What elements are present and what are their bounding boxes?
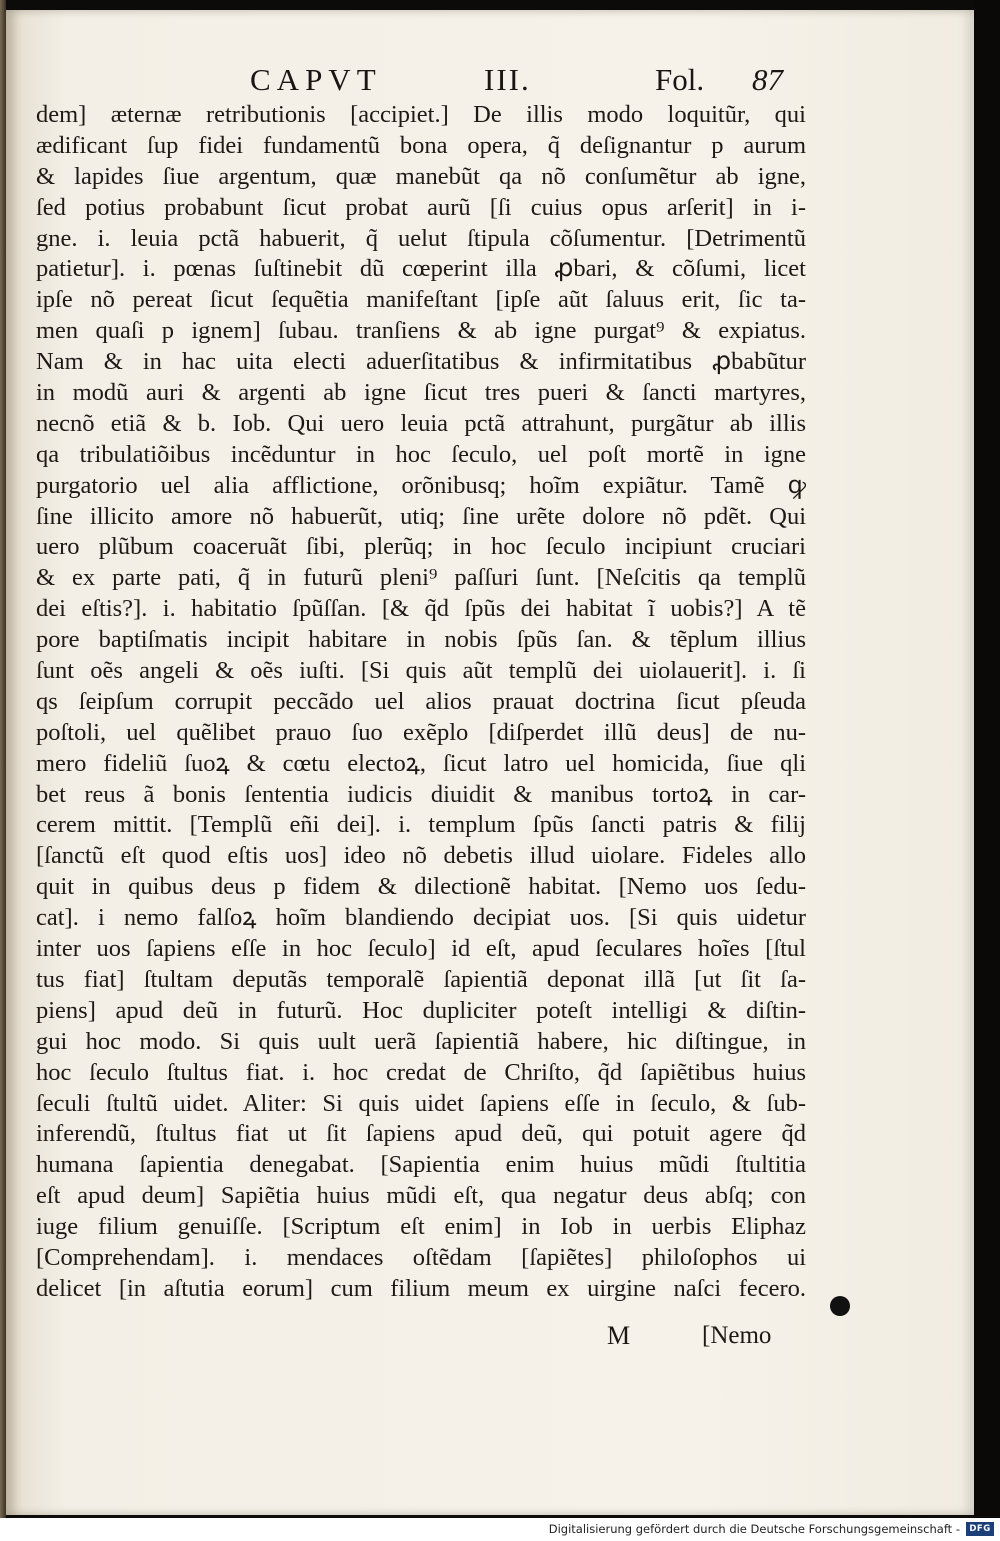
funding-note: Digitalisierung gefördert durch die Deutsche Forschungsgemeinschaft -	[548, 1522, 960, 1536]
text-line: tus fiat] ſtultam deputãs temporalẽ ſapientiã deponat illã [ut ſit ſa-	[36, 965, 806, 993]
running-head-folio-label: Fol.	[655, 62, 705, 97]
text-line: & ex parte pati, q̃ in futurũ pleni⁹ paſſuri ſunt. [Neſcitis qa templũ	[36, 564, 806, 592]
text-line: ſine illicito amore nõ habuerũt, utiq; ſine urẽte dolore nõ pdẽt. Qui	[36, 502, 806, 530]
text-line: inferendũ, ſtultus fiat ut ſit ſapiens apud deũ, qui potuit agere q̃d	[36, 1120, 806, 1148]
running-head	[0, 62, 1000, 102]
text-line: bet reus ã bonis ſententia iudicis diuidit & manibus tortoꝝ in car-	[36, 780, 806, 808]
text-line: quit in quibus deus p fidem & dilectionẽ habitat. [Nemo uos ſedu-	[36, 873, 806, 901]
text-line: purgatorio uel alia afflictione, orõnibusq; hoĩm expiãtur. Tamẽ ꝙ	[36, 471, 806, 499]
text-line: & lapides ſiue argentum, quæ manebũt qa nõ conſumẽtur ab igne,	[36, 162, 806, 190]
text-line: humana ſapientia denegabat. [Sapientia enim huius mũdi ſtultitia	[36, 1151, 806, 1179]
digitization-footer	[0, 1518, 1000, 1541]
text-line: ſunt oẽs angeli & oẽs iuſti. [Si quis aũt templũ dei uiolauerit]. i. ſi	[36, 657, 806, 685]
running-head-caput: CAPVT	[250, 62, 382, 97]
text-line: ipſe nõ pereat ſicut ſequẽtia manifeſtant [ipſe aũt ſaluus erit, ſic ta-	[36, 286, 806, 314]
text-line: iuge filium genuiſſe. [Scriptum eſt enim] in Iob in uerbis Eliphaz	[36, 1213, 806, 1241]
text-line: [Comprehendam]. i. mendaces oſtẽdam [ſapiẽtes] philoſophos ui	[36, 1243, 806, 1271]
text-line: qa tribulatiõibus incẽduntur in hoc ſeculo, uel poſt mortẽ in igne	[36, 440, 806, 468]
text-line: pore baptiſmatis incipit habitare in nobis ſpũs ſan. & tẽplum illius	[36, 626, 806, 654]
running-head-chapter-number: III.	[484, 62, 531, 97]
text-line: gui hoc modo. Si quis uult uerã ſapientiã habere, hic diſtingue, in	[36, 1027, 806, 1055]
text-line: qs ſeipſum corrupit peccãdo uel alios prauat doctrina ſicut pſeuda	[36, 687, 806, 715]
dfg-logo: DFG	[966, 1522, 994, 1536]
text-line: ſeculi ſtultũ uidet. Aliter: Si quis uidet ſapiens eſſe in ſeculo, & ſub-	[36, 1089, 806, 1117]
signature-mark: M	[607, 1321, 631, 1350]
catchword: [Nemo	[702, 1322, 772, 1349]
folio-number: 87	[752, 62, 783, 97]
text-line: delicet [in aſtutia eorum] cum filium meum ex uirgine naſci fecero.	[36, 1274, 806, 1302]
text-line: necnõ etiã & b. Iob. Qui uero leuia pctã attrahunt, purgãtur ab illis	[36, 409, 806, 437]
text-line: in modũ auri & argenti ab igne ſicut tres pueri & ſancti martyres,	[36, 379, 806, 407]
text-line: eſt apud deum] Sapiẽtia huius mũdi eſt, qua negatur deus abſq; con	[36, 1182, 806, 1210]
text-line: hoc ſeculo ſtultus fiat. i. hoc credat de Chriſto, q̃d ſapiẽtibus huius	[36, 1058, 806, 1086]
text-line: piens] apud deũ in futurũ. Hoc dupliciter poteſt intelligi & diſtin-	[36, 996, 806, 1024]
text-line: ſed potius probabunt ſicut probat aurũ [ſi cuius opus arſerit] in i-	[36, 193, 806, 221]
text-line: dei eſtis?]. i. habitatio ſpũſſan. [& q̃d ſpũs dei habitat ĩ uobis?] A tẽ	[36, 595, 806, 623]
commentary-text-block	[36, 100, 806, 1305]
text-line: uero plũbum coaceruãt ſibi, plerũq; in hoc ſeculo incipiunt cruciari	[36, 533, 806, 561]
text-line: [ſanctũ eſt quod eſtis uos] ideo nõ debetis illud uiolare. Fideles allo	[36, 842, 806, 870]
text-line: cerem mittit. [Templũ eñi dei]. i. templum ſpũs ſancti patris & filij	[36, 811, 806, 839]
text-line: gne. i. leuia pctã habuerit, q̃ uelut ſtipula cõſumentur. [Detrimentũ	[36, 224, 806, 252]
scan-margin-right	[974, 0, 1000, 1518]
text-line: poſtoli, uel quẽlibet prauo ſuo exẽplo [diſperdet illũ deus] de nu-	[36, 718, 806, 746]
text-line: patietur]. i. pœnas ſuſtinebit dũ cœperint illa ꝓbari, & cõſumi, licet	[36, 255, 806, 283]
text-line: men quaſi p ignem] ſubau. tranſiens & ab igne purgat⁹ & expiatus.	[36, 317, 806, 345]
margin-dot-mark	[830, 1296, 850, 1316]
text-line: ædificant ſup fidei fundamentũ bona opera, q̃ deſignantur p aurum	[36, 131, 806, 159]
text-line: Nam & in hac uita electi aduerſitatibus & infirmitatibus ꝓbabũtur	[36, 348, 806, 376]
text-line: cat]. i nemo falſoꝝ hoĩm blandiendo decipiat uos. [Si quis uidetur	[36, 904, 806, 932]
text-line: dem] æternæ retributionis [accipiet.] De illis modo loquitũr, qui	[36, 101, 806, 128]
text-line: mero fideliũ ſuoꝝ & cœtu electoꝝ, ſicut latro uel homicida, ſiue qli	[36, 749, 806, 777]
text-line: inter uos ſapiens eſſe in hoc ſeculo] id eſt, apud ſeculares hoĩes [ſtul	[36, 935, 806, 963]
